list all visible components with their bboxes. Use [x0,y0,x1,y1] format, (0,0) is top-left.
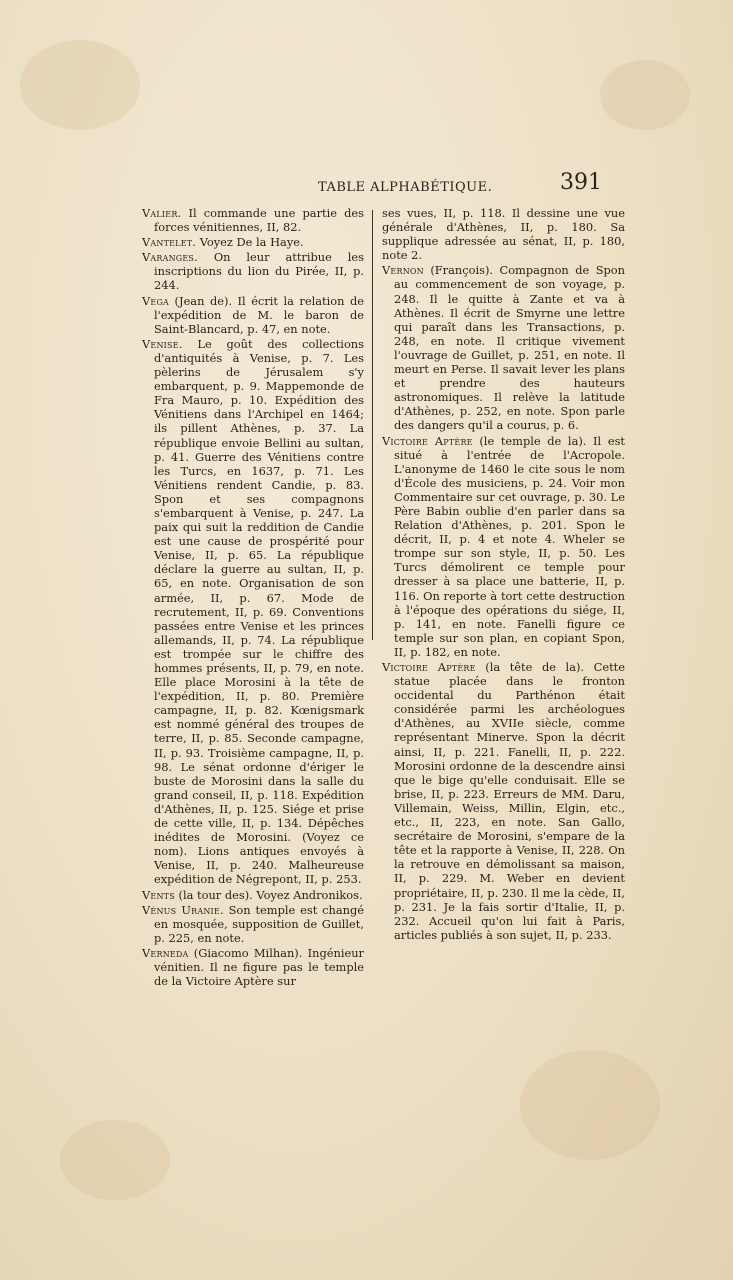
index-entry [382,263,625,432]
index-entry [142,888,364,902]
entry-headword: Venise. [142,336,183,351]
entry-text: ses vues, II, p. 118. Il dessine une vue générale d'Athènes, II, p. 180. Sa supplique adressée au sénat, II, p. 180, note 2. [382,206,625,263]
entry-text: (la tour des). Voyez Andronikos. [174,887,363,902]
index-entry [142,946,364,988]
index-entry [142,337,364,887]
index-entry [142,294,364,336]
entry-headword: Verneda [142,945,189,960]
entry-text: On leur attribue les inscriptions du lion du Pirée, II, p. 244. [154,250,364,293]
entry-headword: Victoire Aptère [382,660,476,674]
entry-headword: Vega [142,293,170,308]
entry-headword: Vénus Uranie. [142,902,224,917]
index-entry [142,206,364,234]
entry-headword: Victoire Aptère [382,433,473,448]
index-entry [142,250,364,292]
entry-text: Il commande une partie des forces vénitiennes, II, 82. [154,206,364,235]
entry-headword: Vents [142,887,175,902]
entry-text: (Jean de). Il écrit la relation de l'expédition de M. le baron de Saint-Blancard, p. 47, en note. [154,293,364,336]
entry-headword: Valier. [142,206,182,220]
page-header [0,170,733,200]
entry-headword: Vantelet. [142,235,197,250]
entry-text: (la tête de la). Cette statue placée dans le fronton occidental du Parthénon était considérée parmi les archéologues d'Athènes, au XVIIe siècle, comme représentant Minerve. Spon la décrit ainsi, II, p. 221. Fanelli, II, p. 222. Morosini ordonne de la descendre ainsi que le bige qu'elle conduisait. Elle se brise, II, p. 223. Erreurs de MM. Daru, Villemain, Weiss, Millin, Elgin, etc., etc., II, 223, en note. San Gallo, secrétaire de Morosini, s'empare de la tête et la rapporte à Venise, II, 228. On la retrouve en démolissant sa maison, II, p. 229. M. Weber en devient propriétaire, II, p. 230. Il me la cède, II, p. 231. Je la fais sortir d'Italie, II, p. 232. Accueil qu'on lui fait à Paris, articles publiés à son sujet, II, p. 233. [394,660,625,942]
entry-headword: Vernon [382,263,424,278]
entry-text: (Giacomo Milhan). Ingénieur vénitien. Il ne figure pas le temple de la Victoire Aptère sur [154,945,364,989]
column-rule [372,210,373,640]
page-number: 391 [560,170,602,195]
running-title: TABLE ALPHABÉTIQUE. [318,180,493,195]
index-column-left [142,206,364,989]
entry-headword: Varanges. [142,250,198,265]
index-entry [142,235,364,249]
index-entry-continued [382,206,625,262]
entry-text: (le temple de la). Il est situé à l'entrée de l'Acropole. L'anonyme de 1460 le cite sous le nom d'École des musiciens, p. 24. Voir mon Commentaire sur cet ouvrage, p. 30. Le Père Babin oublie d'en parler dans sa Relation d'Athènes, p. 201. Spon le décrit, II, p. 4 et note 4. Wheler se trompe sur son style, II, p. 50. Les Turcs démolirent ce temple pour dresser à sa place une batterie, II, p. 116. On reporte à tort cette destruction à l'époque des opérations du siége, II, p. 141, en note. Fanelli figure ce temple sur son plan, en copiant Spon, II, p. 182, en note. [394,433,625,659]
index-entry [382,660,625,942]
entry-text: Son temple est changé en mosquée, supposition de Guillet, p. 225, en note. [154,902,364,945]
entry-text: (François). Compagnon de Spon au commencement de son voyage, p. 248. Il le quitte à Zante et va à Athènes. Il écrit de Smyrne une lettre qui paraît dans les Transactions, p. 248, en note. Il critique vivement l'ouvrage de Guillet, p. 251, en note. Il meurt en Perse. Il savait lever les plans et prendre des hauteurs astronomiques. Il relève la latitude d'Athènes, p. 252, en note. Spon parle des dangers qu'il a courus, p. 6. [394,263,625,433]
index-entry [142,903,364,945]
entry-text: Le goût des collections d'antiquités à Venise, p. 7. Les pèlerins de Jérusalem s'y embarquent, p. 9. Mappemonde de Fra Mauro, p. 10. Expédition des Vénitiens dans l'Archipel en 1464; ils pillent Athènes, p. 37. La république envoie Bellini au sultan, p. 41. Guerre des Vénitiens contre les Turcs, en 1637, p. 71. Les Vénitiens rendent Candie, p. 83. Spon et ses compagnons s'embarquent à Venise, p. 247. La paix qui suit la reddition de Candie est une cause de prospérité pour Venise, II, p. 65. La république déclare la guerre au sultan, II, p. 65, en note. Organisation de son armée, II, p. 67. Mode de recrutement, II, p. 69. Conventions passées entre Venise et les princes allemands, II, p. 74. La république est trompée sur le chiffre des hommes présents, II, p. 79, en note. Elle place Morosini à la tête de l'expédition, II, p. 80. Première campagne, II, p. 82. Kœnigsmark est nommé général des troupes de terre, II, p. 85. Seconde campagne, II, p. 93. Troisième campagne, II, p. 98. Le sénat ordonne d'ériger le buste de Morosini dans la salle du grand conseil, II, p. 118. Expédition d'Athènes, II, p. 125. Siége et prise de cette ville, II, p. 134. Dépêches inédites de Morosini. (Voyez ce nom). Lions antiques envoyés à Venise, II, p. 240. Malheureuse expédition de Négrepont, II, p. 253. [154,336,364,887]
index-entry [382,434,625,660]
entry-text: Voyez De la Haye. [196,235,304,250]
index-column-right [382,206,625,943]
